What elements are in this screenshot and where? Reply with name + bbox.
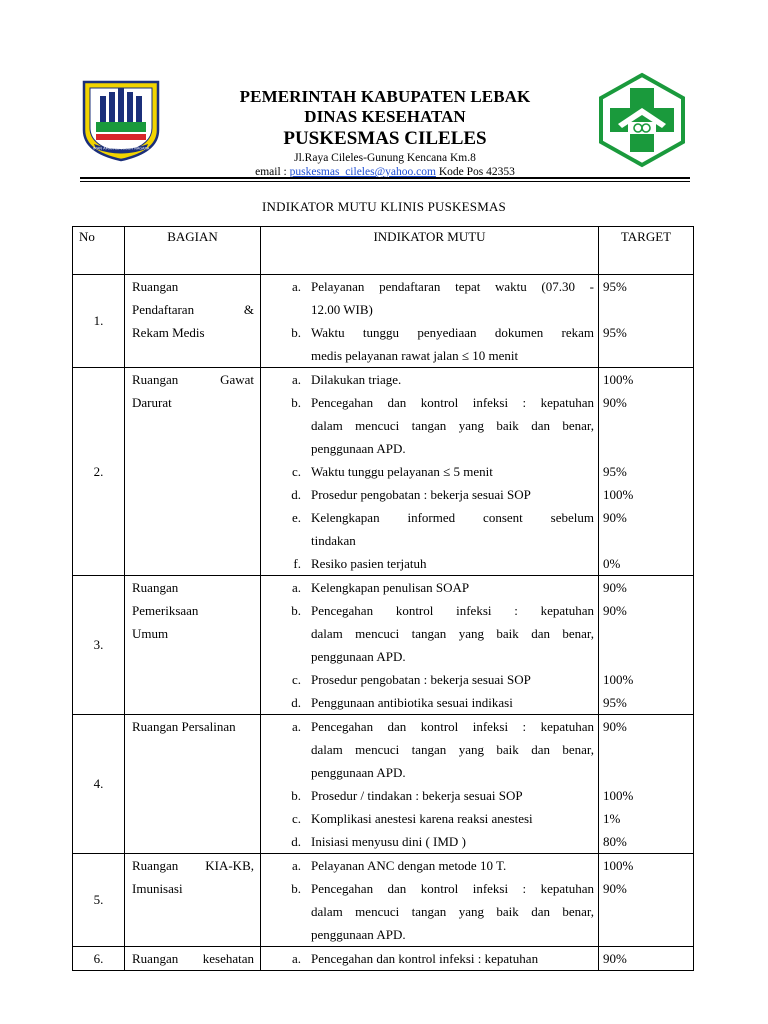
bagian-word: Ruangan (132, 372, 179, 387)
target-value (603, 344, 693, 367)
indikator-cell (261, 715, 599, 854)
indicator-text (311, 854, 594, 877)
indicator-text-line: Prosedur / tindakan : bekerja sesuai SOP (311, 788, 523, 803)
bagian-word: KIA-KB, (205, 858, 254, 873)
bagian-line (132, 947, 254, 970)
row-number: 3. (73, 576, 125, 715)
indicator-text (311, 715, 594, 784)
indicator-text (311, 830, 594, 853)
indicator-letter: c. (291, 672, 301, 687)
target-value: 100% (603, 487, 634, 502)
indicator-text-line: Pencegahan dan kontrol infeksi : kepatuhan (311, 881, 594, 896)
letterhead-line-2: DINAS KESEHATAN (304, 107, 466, 126)
logo-motto: IMAN AMAN LUNGGUH NAGARA (92, 146, 150, 151)
target-value: 80% (603, 834, 627, 849)
indicator-letter: e. (291, 510, 301, 525)
header-indikator: INDIKATOR MUTU (261, 227, 599, 275)
table-row (73, 947, 694, 971)
target-value: 100% (603, 672, 634, 687)
indicator-text-line: Resiko pasien terjatuh (311, 556, 427, 571)
letterhead-address: Jl.Raya Cileles-Gunung Kencana Km.8 (294, 152, 476, 164)
bagian-line (132, 622, 254, 645)
indicator-item (261, 391, 594, 460)
target-value: 0% (603, 556, 621, 571)
indicator-text-line: dalam mencuci tangan yang baik dan benar, (311, 418, 594, 433)
header-bagian: BAGIAN (125, 227, 261, 275)
bagian-word: & (243, 302, 254, 317)
target-cell (599, 275, 694, 368)
indikator-cell (261, 947, 599, 971)
table-body (73, 275, 694, 971)
target-value (603, 529, 693, 552)
target-value: 95% (603, 279, 627, 294)
indicator-text-line: Pelayanan pendaftaran tepat waktu (07.30 - (311, 279, 594, 294)
target-value (603, 923, 693, 946)
indicator-text (311, 807, 594, 830)
indicator-text (311, 784, 594, 807)
puskesmas-logo (596, 72, 688, 168)
bagian-word: Imunisasi (132, 881, 183, 896)
indicator-text-line: Pencegahan dan kontrol infeksi : kepatuhan (311, 395, 594, 410)
indikator-cell (261, 854, 599, 947)
bagian-cell (125, 947, 261, 971)
indicator-text-line: Pencegahan kontrol infeksi : kepatuhan (311, 603, 594, 618)
indicator-item (261, 368, 594, 391)
indicator-text-line: penggunaan APD. (311, 441, 406, 456)
header-no: No (73, 227, 125, 275)
bagian-word: Ruangan (132, 279, 179, 294)
bagian-cell (125, 576, 261, 715)
indicator-letter: d. (291, 695, 301, 710)
target-value (603, 761, 693, 784)
indicator-item (261, 784, 594, 807)
target-value (603, 437, 693, 460)
indicator-text-line: dalam mencuci tangan yang baik dan benar, (311, 742, 594, 757)
bagian-line (132, 576, 254, 599)
indicator-letter: b. (291, 325, 301, 340)
target-cell (599, 854, 694, 947)
indicator-letter: b. (291, 788, 301, 803)
indicator-item (261, 321, 594, 367)
indicator-letter: c. (291, 811, 301, 826)
target-value (603, 414, 693, 437)
indicator-text-line: Dilakukan triage. (311, 372, 402, 387)
indicator-text-line: penggunaan APD. (311, 927, 406, 942)
postcode: Kode Pos 42353 (438, 166, 515, 178)
bagian-word: Ruangan (132, 580, 179, 595)
target-cell (599, 368, 694, 576)
indicator-item (261, 668, 594, 691)
email-label: email : (255, 166, 290, 178)
bagian-cell (125, 715, 261, 854)
indicator-text-line: Pencegahan dan kontrol infeksi : kepatuhan (311, 951, 539, 966)
table-row (73, 576, 694, 715)
row-number: 5. (73, 854, 125, 947)
indicator-letter: b. (291, 603, 301, 618)
bagian-cell (125, 854, 261, 947)
bagian-word: Rekam Medis (132, 325, 205, 340)
bagian-line (132, 321, 254, 344)
indicator-text (311, 368, 594, 391)
indicator-text-line: Kelengkapan penulisan SOAP (311, 580, 470, 595)
bagian-word: Ruangan (132, 858, 179, 873)
indicator-item (261, 947, 594, 970)
indicator-text-line: Prosedur pengobatan : bekerja sesuai SOP (311, 487, 531, 502)
target-cell (599, 947, 694, 971)
bagian-word: Ruangan (132, 951, 179, 966)
table-row (73, 715, 694, 854)
target-value: 90% (603, 580, 627, 595)
bagian-word: Gawat (220, 372, 254, 387)
indicator-letter: a. (291, 372, 301, 387)
indicator-item (261, 275, 594, 321)
table-header-row (73, 227, 694, 275)
letterhead-line-1: PEMERINTAH KABUPATEN LEBAK (239, 87, 531, 106)
target-value: 100% (603, 788, 634, 803)
indicator-letter: a. (291, 279, 301, 294)
indicator-text (311, 321, 594, 367)
bagian-word: Umum (132, 626, 169, 641)
indicator-text-line: Pelayanan ANC dengan metode 10 T. (311, 858, 507, 873)
indicator-item (261, 854, 594, 877)
bagian-line (132, 877, 254, 900)
indicator-letter: f. (293, 556, 301, 571)
indicator-item (261, 576, 594, 599)
bagian-line (132, 368, 254, 391)
indicator-text (311, 483, 594, 506)
indicator-letter: a. (291, 951, 301, 966)
target-value: 100% (603, 372, 634, 387)
target-value: 1% (603, 811, 621, 826)
indicator-text-line: tindakan (311, 533, 356, 548)
bagian-word: Pendaftaran (132, 302, 195, 317)
indicator-text (311, 947, 594, 970)
indicator-text-line: Inisiasi menyusu dini ( IMD ) (311, 834, 466, 849)
target-value: 95% (603, 325, 627, 340)
indicator-text-line: medis pelayanan rawat jalan ≤ 10 menit (311, 348, 519, 363)
email-link[interactable]: puskesmas_cileles@yahoo.com (289, 166, 436, 178)
indicator-text (311, 460, 594, 483)
indicator-text-line: dalam mencuci tangan yang baik dan benar, (311, 904, 594, 919)
bagian-cell (125, 275, 261, 368)
indicator-text-line: penggunaan APD. (311, 649, 406, 664)
indicator-item (261, 552, 594, 575)
bagian-line (132, 715, 254, 738)
row-number: 4. (73, 715, 125, 854)
indicator-text-line: Kelengkapan informed consent sebelum (311, 510, 594, 525)
header-rule-thick (80, 177, 690, 179)
indicator-item (261, 599, 594, 668)
indicator-text-line: Komplikasi anestesi karena reaksi anestesi (311, 811, 533, 826)
target-value (603, 622, 693, 645)
indicator-item (261, 715, 594, 784)
indicator-text-line: Pencegahan dan kontrol infeksi : kepatuhan (311, 719, 594, 734)
indicator-text-line: Waktu tunggu penyediaan dokumen rekam (311, 325, 594, 340)
indicator-text (311, 599, 594, 668)
target-value (603, 645, 693, 668)
target-value: 90% (603, 395, 627, 410)
indicator-item (261, 830, 594, 853)
target-value: 90% (603, 510, 627, 525)
bagian-line (132, 275, 254, 298)
indicator-text (311, 576, 594, 599)
target-value (603, 738, 693, 761)
header-target: TARGET (599, 227, 694, 275)
indicator-item (261, 506, 594, 552)
indikator-cell (261, 275, 599, 368)
indicator-text (311, 668, 594, 691)
indicator-table (72, 226, 694, 971)
document-title: INDIKATOR MUTU KLINIS PUSKESMAS (262, 199, 506, 214)
indicator-letter: a. (291, 719, 301, 734)
target-value: 95% (603, 464, 627, 479)
target-value: 90% (603, 881, 627, 896)
bagian-word: Darurat (132, 395, 172, 410)
header-rule-thin (80, 181, 690, 182)
indicator-text-line: dalam mencuci tangan yang baik dan benar, (311, 626, 594, 641)
indicator-item (261, 460, 594, 483)
indicator-letter: c. (291, 464, 301, 479)
indicator-text (311, 506, 594, 552)
bagian-line (132, 391, 254, 414)
indicator-text-line: Prosedur pengobatan : bekerja sesuai SOP (311, 672, 531, 687)
indicator-text-line: Waktu tunggu pelayanan ≤ 5 menit (311, 464, 493, 479)
letterhead (170, 87, 600, 179)
target-value: 90% (603, 719, 627, 734)
bagian-cell (125, 368, 261, 576)
indicator-letter: d. (291, 487, 301, 502)
target-value: 100% (603, 858, 634, 873)
target-value (603, 298, 693, 321)
lebak-regency-logo (80, 78, 162, 162)
bagian-word: kesehatan (202, 951, 254, 966)
indicator-text (311, 275, 594, 321)
indicator-item (261, 483, 594, 506)
target-cell (599, 715, 694, 854)
bagian-line (132, 854, 254, 877)
indicator-letter: b. (291, 881, 301, 896)
indicator-letter: a. (291, 580, 301, 595)
letterhead-line-3: PUSKESMAS CILELES (283, 128, 487, 149)
indicator-text (311, 391, 594, 460)
indicator-letter: b. (291, 395, 301, 410)
target-cell (599, 576, 694, 715)
bagian-word: Pemeriksaan (132, 603, 199, 618)
indicator-text-line: Penggunaan antibiotika sesuai indikasi (311, 695, 513, 710)
target-value (603, 900, 693, 923)
indicator-item (261, 807, 594, 830)
indikator-cell (261, 368, 599, 576)
target-value: 95% (603, 695, 627, 710)
bagian-line (132, 599, 254, 622)
indikator-cell (261, 576, 599, 715)
row-number: 6. (73, 947, 125, 971)
row-number: 2. (73, 368, 125, 576)
indicator-text (311, 691, 594, 714)
indicator-letter: a. (291, 858, 301, 873)
indicator-text-line: 12.00 WIB) (311, 302, 373, 317)
table-row (73, 275, 694, 368)
indicator-text-line: penggunaan APD. (311, 765, 406, 780)
target-value: 90% (603, 951, 627, 966)
table-row (73, 854, 694, 947)
bagian-word: Ruangan Persalinan (132, 719, 236, 734)
indicator-item (261, 691, 594, 714)
indicator-text (311, 552, 594, 575)
indicator-letter: d. (291, 834, 301, 849)
row-number: 1. (73, 275, 125, 368)
indicator-text (311, 877, 594, 946)
table-row (73, 368, 694, 576)
bagian-line (132, 298, 254, 321)
target-value: 90% (603, 603, 627, 618)
indicator-item (261, 877, 594, 946)
